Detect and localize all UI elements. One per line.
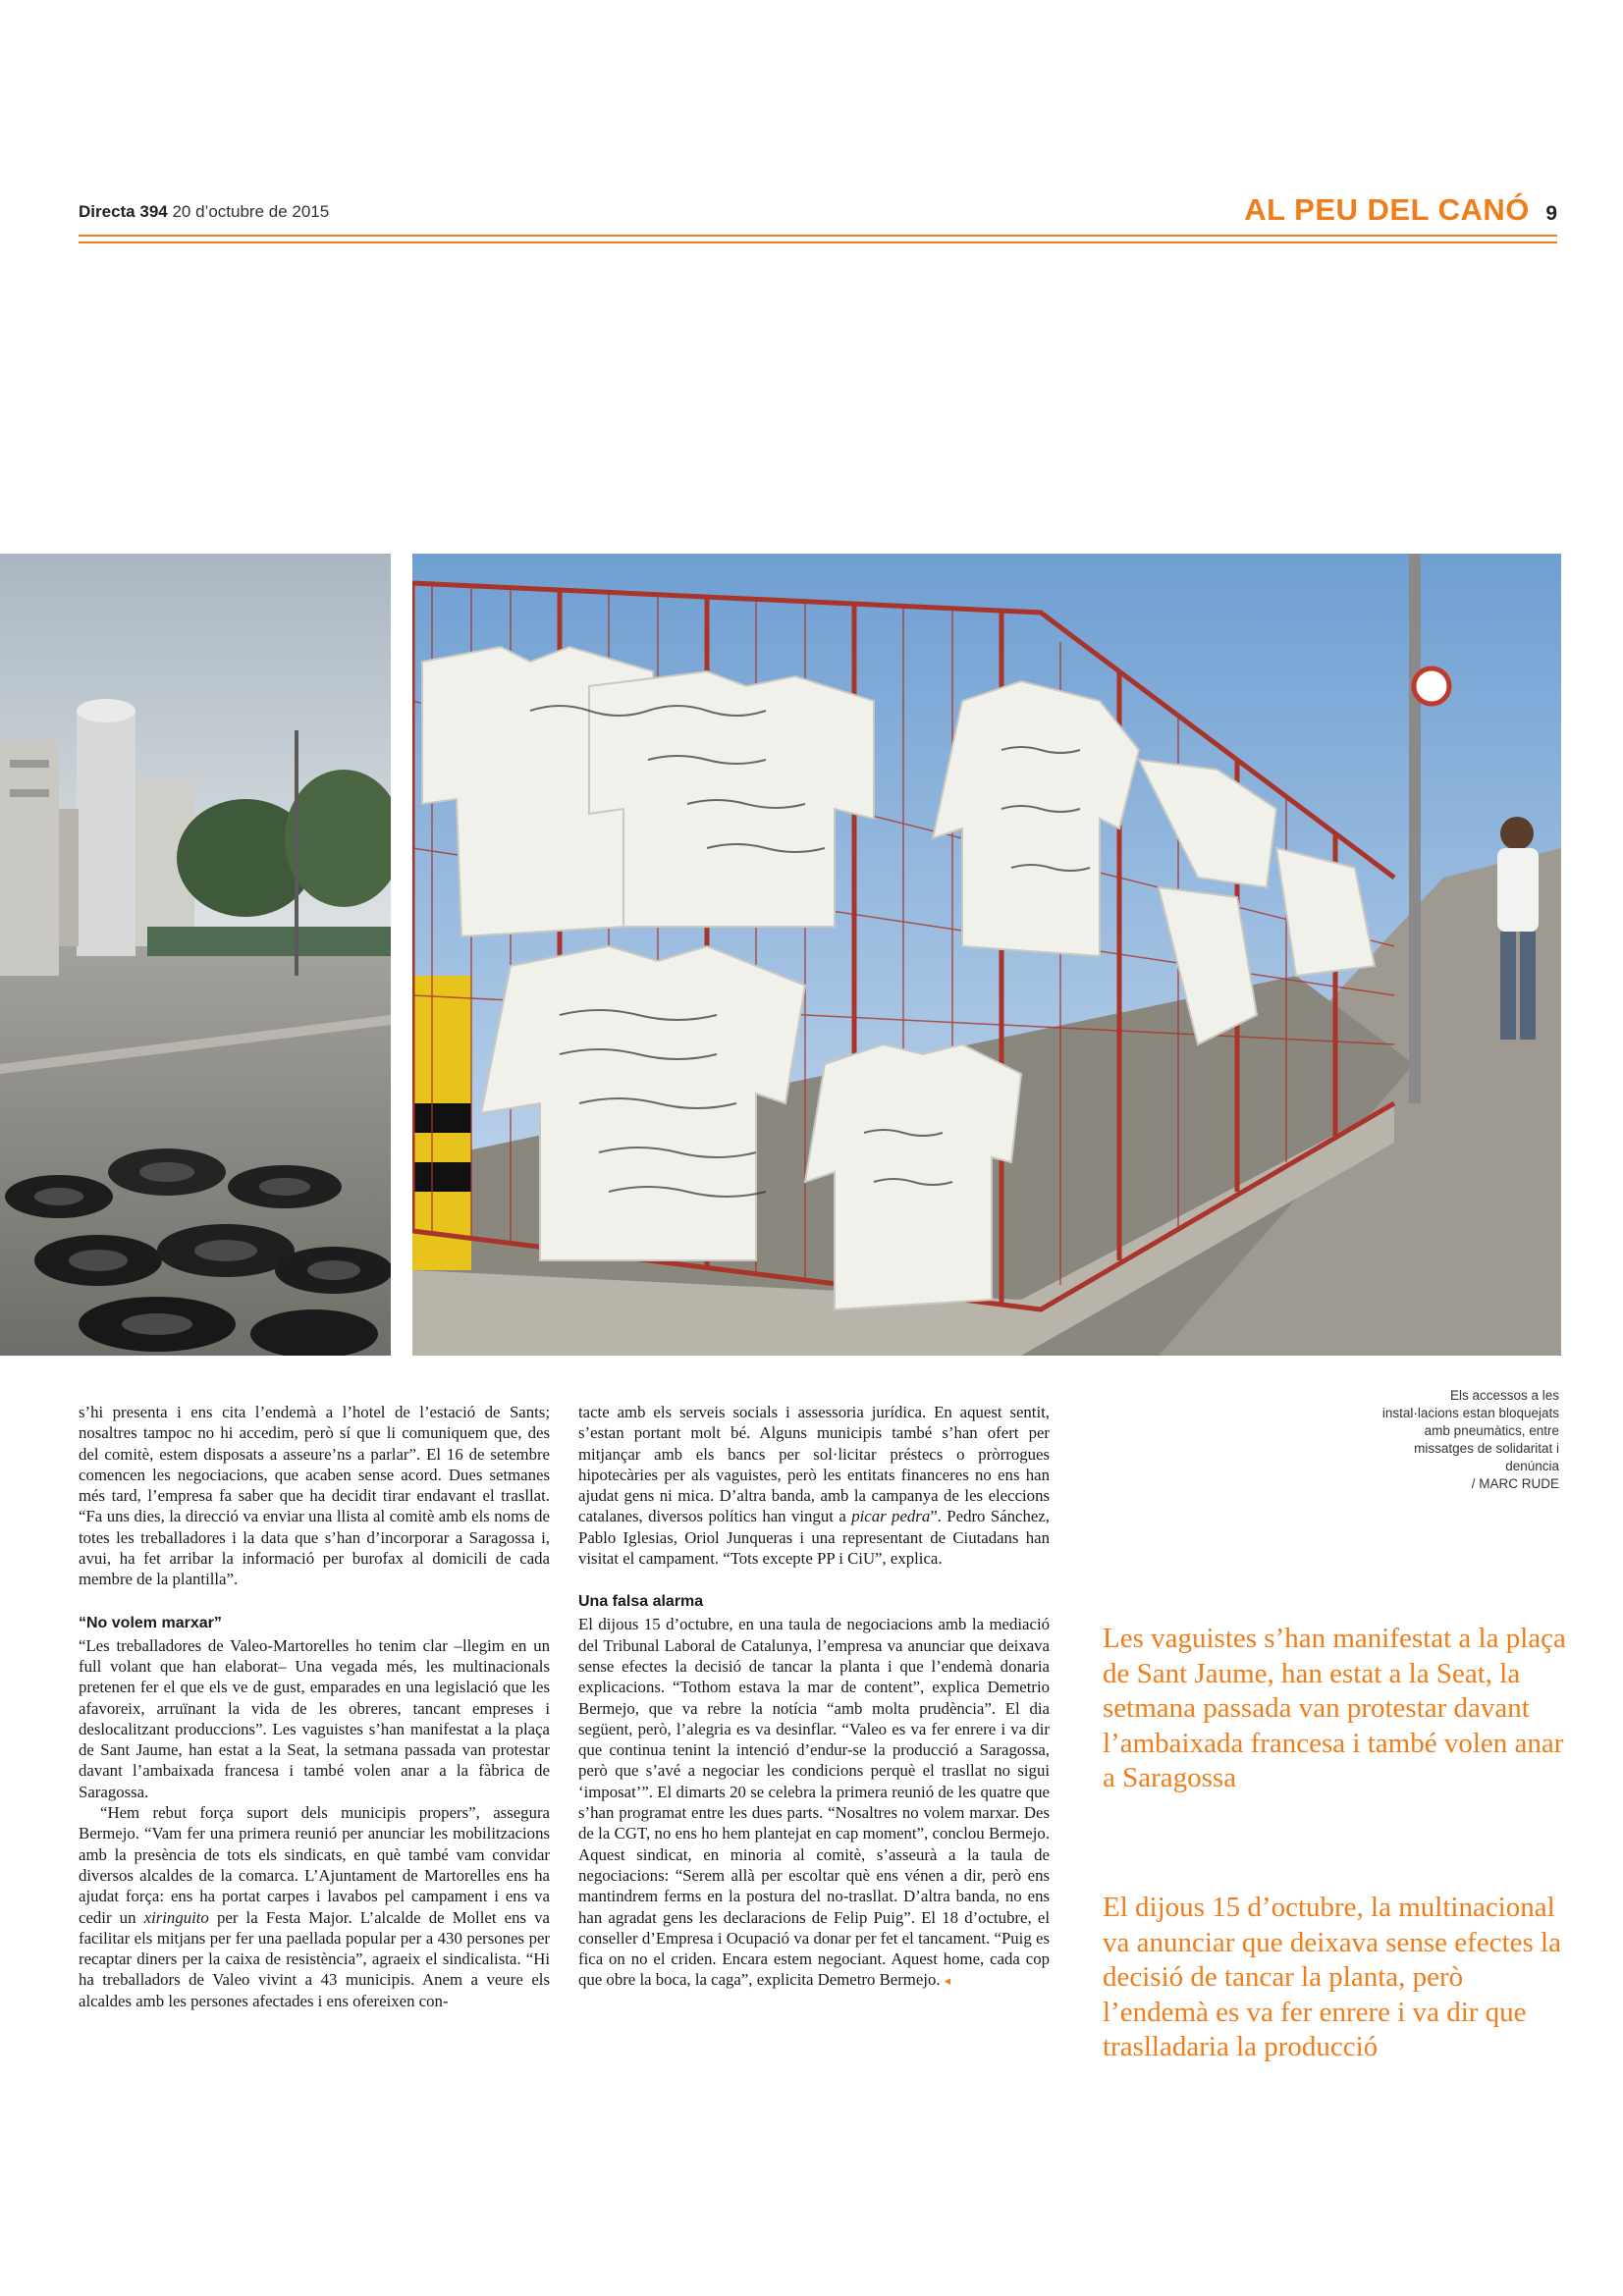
section-title: AL PEU DEL CANÓ bbox=[1244, 192, 1530, 227]
factory-entrance-illustration bbox=[0, 554, 391, 1356]
text-run: per la Festa Major. L’alcalde de Mollet ens va facilitar els mitjans per fer una paellada popular per a 430 persones per recaptar diners per la caixa de resistència”, agraeix el sindicalista. “Hi ha treballadors de Valeo vivint a 43 municipis. Anem a veure els alcaldes amb les persones afectades i ens ofereixen con- bbox=[79, 1907, 550, 2010]
publication-name: Directa 394 bbox=[79, 202, 168, 221]
protest-shirts-illustration bbox=[412, 554, 1561, 1356]
header-rule-bottom bbox=[79, 241, 1557, 243]
pull-quote-1: Les vaguistes s’han manifestat a la plaça de Sant Jaume, han estat a la Seat, la setmana passada van protestar davant l’ambaixada francesa i també volen anar a Saragossa bbox=[1103, 1623, 1566, 1793]
issue-date: 20 d’octubre de 2015 bbox=[172, 202, 330, 221]
photo-credit: / MARC RUDE bbox=[1471, 1476, 1559, 1491]
photo-factory-entrance bbox=[0, 554, 391, 1356]
text-run: “Hem rebut força suport dels municipis propers”, assegura Bermejo. “Vam fer una primera reunió per anunciar les mobilitzacions amb la presència de tots els sindicats, en què també vam convidar diversos alcaldes de la comarca. L’Ajuntament de Martorelles ens ha ajudat força: ens ha portat carpes i lavabos pel campament i ens va cedir un bbox=[79, 1803, 550, 1927]
paragraph bbox=[578, 1402, 1050, 1569]
paragraph: s’hi presenta i ens cita l’endemà a l’hotel de l’estació de Sants; nosaltres tampoc no hi accedim, però sí que li comuniquem que, des del comitè, estem disposats a asseure’ns a parlar”. El 16 de setembre comencen les negociacions, que acaben sense acord. Dues setmanes més tard, l’empresa fa saber que ha decidit tirar endavant el trasllat. “Fa uns dies, la direcció va enviar una llista al comitè amb els noms de totes les treballadores i la data que s’han d’incorporar a Saragossa i, avui, ha fet arribar la informació per burofax al domicili de cada membre de la plantilla”. bbox=[79, 1403, 550, 1589]
end-mark-icon: ◂ bbox=[944, 1973, 951, 1989]
caption-text: Els accessos a les instal·lacions estan bloquejats amb pneumàtics, entre missatges de solidaritat i denúncia bbox=[1381, 1388, 1559, 1473]
photo-protest-shirts bbox=[412, 554, 1561, 1356]
article-column-2 bbox=[578, 1402, 1050, 1992]
text-run: El dijous 15 d’octubre, en una taula de negociacions amb la mediació del Tribunal Laboral de Catalunya, l’empresa va anunciar que deixava sense efectes la decisió de tancar la planta i que l’endemà donaria explicacions. “Tothom estava la mar de content”, explica Demetrio Bermejo, que va rebre la notícia “amb molta prudència”. El dia següent, però, l’alegria es va desinflar. “Valeo es va fer enrere i va dir que continua tenint la intenció d’endur-se la producció a Saragossa, però que s’avé a negociar les condicions perquè el trasllat no sigui ‘imposat’”. El dimarts 20 se celebra la primera reunió de les quatre que s’han programat entre les dues parts. “Nosaltres no volem marxar. Des de la CGT, no ens ho hem plantejat en cap moment”, conclou Bermejo. Aquest sindicat, en minoria al comitè, s’asseurà a la taula de negociacions: “Serem allà per escoltar què ens vénen a dir, però ens mantindrem ferms en la postura del no-trasllat. D’altra banda, no ens han agradat gens les declaracions de Felip Puig”. El 18 d’octubre, el conseller d’Empresa i Ocupació va donar per fet el tancament. “Puig es fica on no el criden. Encara estem negociant. Aquest home, cada cop que obre la boca, la caga”, explicita Demetro Bermejo. bbox=[578, 1615, 1050, 1990]
emphasis: xiringuito bbox=[143, 1907, 209, 1927]
photo-caption bbox=[1375, 1387, 1559, 1493]
pull-quote-2: El dijous 15 d’octubre, la multinacional va anunciar que deixava sense efectes la decisió de tancar la planta, però l’endemà es va fer enrere i va dir que traslladaria la producció bbox=[1103, 1892, 1561, 2062]
subheading: Una falsa alarma bbox=[578, 1593, 704, 1611]
paragraph bbox=[79, 1802, 550, 2011]
text-run: tacte amb els serveis socials i assessoria jurídica. En aquest sentit, s’estan portant molt bé. Alguns municipis també s’han ofert per mitjançar amb els bancs per sol·licitar préstecs o pròrrogues hipotecàries per als vaguistes, però les entitats financeres no ens han ajudat gens ni mica. D’altra banda, amb la campanya de les eleccions catalanes, diversos polítics han vingut a bbox=[578, 1403, 1050, 1526]
article-column-1 bbox=[79, 1402, 550, 2011]
emphasis: picar pedra bbox=[851, 1507, 931, 1526]
subheading: “No volem marxar” bbox=[79, 1614, 222, 1631]
paragraph: “Les treballadores de Valeo-Martorelles ho tenim clar –llegim en un full volant que han elaborat– Una vegada més, les multinacionals pretenen fer el que els ve de gust, emparades en una legislació que les afavoreix, arruïnant la vida de les obreres, tancant empreses i deslocalitzant produccions”. Les vaguistes s’han manifestat a la plaça de Sant Jaume, han estat a la Seat, la setmana passada van protestar davant l’ambaixada francesa i també volen anar a la fàbrica de Saragossa. bbox=[79, 1635, 550, 1801]
section-header bbox=[1244, 192, 1557, 228]
running-header bbox=[79, 202, 329, 222]
paragraph bbox=[578, 1614, 1050, 1991]
page-number: 9 bbox=[1545, 202, 1557, 225]
text-run: ”. Pedro Sánchez, Pablo Iglesias, Oriol Junqueras i una representant de Ciutadans han visitat el campament. “Tots excepte PP i CiU”, explica. bbox=[578, 1507, 1050, 1569]
header-rule-top bbox=[79, 235, 1557, 237]
